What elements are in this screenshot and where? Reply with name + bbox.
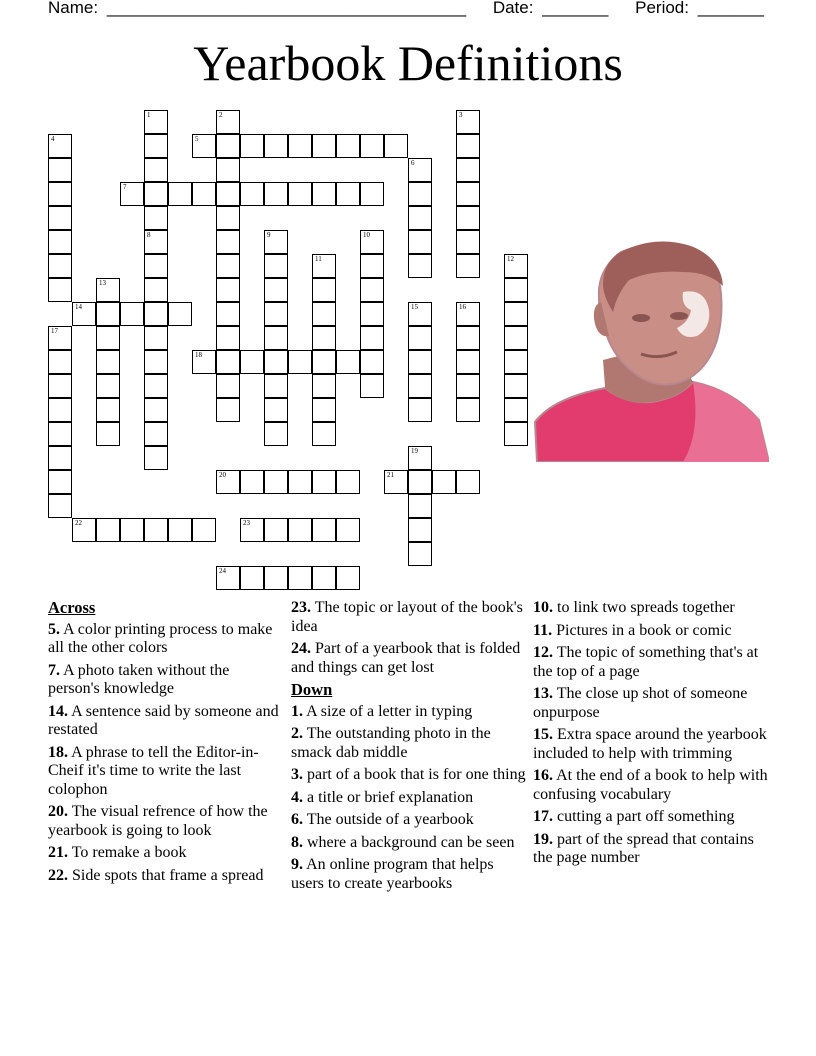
grid-cell[interactable]	[216, 302, 240, 326]
clue-item-text: part of the spread that contains the page number	[533, 830, 754, 866]
grid-cell[interactable]	[144, 134, 168, 158]
grid-cell[interactable]	[504, 254, 528, 278]
grid-cell[interactable]	[504, 422, 528, 446]
clue-item	[533, 831, 768, 868]
clue-item-text: At the end of a book to help with confusing vocabulary	[533, 767, 768, 803]
clue-item-number: 1.	[291, 702, 303, 720]
grid-cell[interactable]	[288, 566, 312, 590]
clue-number: 1	[147, 111, 151, 119]
grid-cell[interactable]	[408, 542, 432, 566]
clue-item-text: part of a book that is for one thing	[303, 766, 526, 783]
grid-cell[interactable]	[264, 518, 288, 542]
clue-item-number: 19.	[533, 830, 553, 848]
clue-item-number: 24.	[291, 640, 311, 657]
grid-cell[interactable]	[504, 398, 528, 422]
grid-cell[interactable]	[240, 470, 264, 494]
grid-cell[interactable]	[312, 326, 336, 350]
grid-cell[interactable]	[216, 230, 240, 254]
clue-item-number: 12.	[533, 644, 553, 661]
grid-cell[interactable]	[96, 374, 120, 398]
grid-cell[interactable]	[144, 350, 168, 374]
clue-number: 19	[411, 447, 418, 455]
grid-cell[interactable]	[216, 350, 240, 374]
clue-number: 18	[195, 351, 202, 359]
clue-item	[48, 703, 283, 740]
clue-item-text: The outstanding photo in the smack dab middle	[291, 725, 491, 761]
grid-cell[interactable]	[216, 398, 240, 422]
grid-cell[interactable]	[360, 302, 384, 326]
clue-number: 13	[99, 279, 106, 287]
grid-cell[interactable]	[336, 182, 360, 206]
clue-number: 16	[459, 303, 466, 311]
grid-cell[interactable]	[48, 446, 72, 470]
clue-item-text: To remake a book	[68, 844, 187, 861]
clue-item-text: Extra space around the yearbook included to help with trimming	[533, 726, 767, 762]
clue-item-number: 6.	[291, 811, 303, 828]
clue-item-number: 21.	[48, 844, 68, 861]
clue-item-number: 14.	[48, 702, 68, 720]
clue-item-number: 16.	[533, 767, 553, 784]
clue-item-text: The topic or layout of the book's idea	[291, 599, 523, 635]
grid-cell[interactable]	[360, 278, 384, 302]
grid-cell[interactable]	[360, 182, 384, 206]
grid-cell[interactable]	[144, 374, 168, 398]
clue-number: 15	[411, 303, 418, 311]
clue-number: 9	[267, 231, 271, 239]
grid-cell[interactable]	[96, 422, 120, 446]
grid-cell[interactable]	[312, 134, 336, 158]
grid-cell[interactable]	[456, 254, 480, 278]
grid-cell[interactable]	[312, 470, 336, 494]
grid-cell[interactable]	[168, 302, 192, 326]
grid-cell[interactable]	[48, 254, 72, 278]
grid-cell[interactable]	[144, 110, 168, 134]
grid-cell[interactable]	[120, 518, 144, 542]
clue-number: 23	[243, 519, 250, 527]
clue-number: 12	[507, 255, 514, 263]
grid-cell[interactable]	[408, 158, 432, 182]
grid-cell[interactable]	[408, 398, 432, 422]
grid-cell[interactable]	[48, 134, 72, 158]
grid-cell[interactable]	[144, 254, 168, 278]
clue-item-number: 10.	[533, 599, 553, 616]
grid-cell[interactable]	[504, 326, 528, 350]
grid-cell[interactable]	[240, 566, 264, 590]
grid-cell[interactable]	[144, 278, 168, 302]
grid-cell[interactable]	[48, 206, 72, 230]
clue-item-text: a title or brief explanation	[303, 788, 474, 806]
period-label: Period:	[635, 0, 689, 17]
grid-cell[interactable]	[504, 278, 528, 302]
grid-cell[interactable]	[240, 518, 264, 542]
clue-item-text: to link two spreads together	[553, 599, 735, 616]
grid-cell[interactable]	[336, 470, 360, 494]
grid-cell[interactable]	[312, 302, 336, 326]
grid-cell[interactable]	[312, 278, 336, 302]
grid-cell[interactable]	[384, 134, 408, 158]
grid-cell[interactable]	[312, 374, 336, 398]
grid-cell[interactable]	[216, 158, 240, 182]
date-label: Date:	[492, 0, 534, 17]
grid-cell[interactable]	[48, 230, 72, 254]
grid-cell[interactable]	[360, 374, 384, 398]
grid-cell[interactable]	[456, 374, 480, 398]
grid-cell[interactable]	[48, 350, 72, 374]
grid-cell[interactable]	[456, 326, 480, 350]
grid-cell[interactable]	[408, 470, 432, 494]
grid-cell[interactable]	[504, 302, 528, 326]
section-heading: Across	[48, 598, 96, 617]
grid-cell[interactable]	[408, 446, 432, 470]
clue-item-text: An online program that helps users to create yearbooks	[291, 856, 494, 892]
clue-item-number: 9.	[291, 856, 303, 873]
grid-cell[interactable]	[408, 326, 432, 350]
grid-cell[interactable]	[312, 254, 336, 278]
grid-cell[interactable]	[216, 110, 240, 134]
grid-cell[interactable]	[48, 278, 72, 302]
grid-cell[interactable]	[384, 470, 408, 494]
grid-cell[interactable]	[264, 422, 288, 446]
section-heading: Down	[291, 680, 333, 699]
clue-item-text: The topic of something that's at the top of a page	[533, 644, 759, 680]
clue-number: 8	[147, 231, 151, 239]
grid-cell[interactable]	[264, 326, 288, 350]
grid-cell[interactable]	[456, 134, 480, 158]
grid-cell[interactable]	[96, 326, 120, 350]
grid-cell[interactable]	[312, 398, 336, 422]
grid-cell[interactable]	[48, 494, 72, 518]
grid-cell[interactable]	[264, 254, 288, 278]
grid-cell[interactable]	[216, 134, 240, 158]
grid-cell[interactable]	[408, 254, 432, 278]
clue-item-text: Side spots that frame a spread	[68, 866, 264, 884]
clue-item-number: 7.	[48, 661, 60, 679]
grid-cell[interactable]	[312, 566, 336, 590]
clue-item-text: where a background can be seen	[303, 833, 515, 851]
grid-cell[interactable]	[408, 350, 432, 374]
grid-cell[interactable]	[264, 230, 288, 254]
portrait-eye-left	[632, 314, 650, 322]
clue-item	[291, 811, 526, 830]
grid-cell[interactable]	[288, 134, 312, 158]
grid-cell[interactable]	[264, 470, 288, 494]
clue-item	[533, 622, 768, 641]
grid-cell[interactable]	[144, 206, 168, 230]
grid-cell[interactable]	[336, 134, 360, 158]
clue-item	[533, 685, 768, 722]
clue-item	[48, 844, 283, 863]
clue-item-number: 20.	[48, 803, 68, 820]
grid-cell[interactable]	[504, 350, 528, 374]
grid-cell[interactable]	[72, 302, 96, 326]
clue-item	[533, 808, 768, 827]
clue-number: 4	[51, 135, 55, 143]
clue-item	[48, 621, 283, 658]
grid-cell[interactable]	[96, 518, 120, 542]
clue-item-text: A photo taken without the person's knowledge	[48, 661, 230, 697]
person-portrait-icon	[533, 236, 769, 462]
clue-number: 6	[411, 159, 415, 167]
grid-cell[interactable]	[240, 134, 264, 158]
grid-cell[interactable]	[216, 206, 240, 230]
clue-item	[48, 803, 283, 840]
grid-cell[interactable]	[144, 422, 168, 446]
grid-cell[interactable]	[408, 374, 432, 398]
clue-item	[533, 767, 768, 804]
clue-item-number: 22.	[48, 866, 68, 884]
clue-number: 21	[387, 471, 394, 479]
clue-number: 20	[219, 471, 226, 479]
grid-cell[interactable]	[456, 206, 480, 230]
grid-cell[interactable]	[336, 566, 360, 590]
grid-cell[interactable]	[456, 350, 480, 374]
grid-cell[interactable]	[144, 518, 168, 542]
clue-item-number: 2.	[291, 725, 303, 742]
grid-cell[interactable]	[312, 422, 336, 446]
grid-cell[interactable]	[336, 350, 360, 374]
grid-cell[interactable]	[264, 566, 288, 590]
grid-cell[interactable]	[216, 470, 240, 494]
clue-item-number: 23.	[291, 599, 311, 616]
grid-cell[interactable]	[456, 110, 480, 134]
grid-cell[interactable]	[48, 470, 72, 494]
grid-cell[interactable]	[192, 182, 216, 206]
clue-item-text: Part of a yearbook that is folded and things can get lost	[291, 640, 521, 676]
grid-cell[interactable]	[48, 182, 72, 206]
grid-cell[interactable]	[192, 518, 216, 542]
clue-item	[291, 834, 526, 853]
grid-cell[interactable]	[312, 350, 336, 374]
grid-cell[interactable]	[144, 158, 168, 182]
clue-item-number: 3.	[291, 766, 303, 783]
grid-cell[interactable]	[216, 254, 240, 278]
grid-cell[interactable]	[264, 182, 288, 206]
grid-cell[interactable]	[144, 230, 168, 254]
clue-item	[291, 725, 526, 762]
grid-cell[interactable]	[216, 566, 240, 590]
clue-item	[291, 640, 526, 677]
grid-cell[interactable]	[360, 350, 384, 374]
name-label: Name:	[48, 0, 99, 17]
grid-cell[interactable]	[72, 518, 96, 542]
grid-cell[interactable]	[360, 326, 384, 350]
clue-number: 17	[51, 327, 58, 335]
clue-column-2	[291, 599, 526, 897]
clue-number: 24	[219, 567, 226, 575]
grid-cell[interactable]	[408, 182, 432, 206]
grid-cell[interactable]	[144, 302, 168, 326]
clue-item	[291, 766, 526, 785]
clue-item	[291, 703, 526, 722]
grid-cell[interactable]	[456, 158, 480, 182]
clue-number: 22	[75, 519, 82, 527]
page-title: Yearbook Definitions	[193, 35, 623, 91]
clue-number: 11	[315, 255, 322, 263]
grid-cell[interactable]	[336, 518, 360, 542]
clue-item-text: A sentence said by someone and restated	[48, 702, 279, 738]
clue-number: 14	[75, 303, 82, 311]
grid-cell[interactable]	[264, 278, 288, 302]
clue-item	[533, 726, 768, 763]
grid-cell[interactable]	[360, 230, 384, 254]
clue-item-number: 8.	[291, 833, 303, 851]
grid-cell[interactable]	[408, 518, 432, 542]
grid-cell[interactable]	[48, 326, 72, 350]
grid-cell[interactable]	[216, 182, 240, 206]
clue-item-text: The close up shot of someone onpurpose	[533, 685, 748, 721]
grid-cell[interactable]	[456, 470, 480, 494]
clue-number: 2	[219, 111, 223, 119]
grid-cell[interactable]	[48, 158, 72, 182]
grid-cell[interactable]	[240, 182, 264, 206]
portrait-eye-right	[670, 312, 688, 320]
grid-cell[interactable]	[144, 182, 168, 206]
grid-cell[interactable]	[96, 350, 120, 374]
grid-cell[interactable]	[168, 518, 192, 542]
clue-item-text: A size of a letter in typing	[303, 702, 473, 720]
grid-cell[interactable]	[144, 398, 168, 422]
grid-cell[interactable]	[48, 374, 72, 398]
grid-cell[interactable]	[264, 398, 288, 422]
grid-cell[interactable]	[264, 302, 288, 326]
clue-item	[533, 644, 768, 681]
clue-number: 5	[195, 135, 199, 143]
clue-item	[291, 789, 526, 808]
clue-item-text: The outside of a yearbook	[303, 811, 474, 828]
grid-cell[interactable]	[264, 350, 288, 374]
grid-cell[interactable]	[216, 278, 240, 302]
grid-cell[interactable]	[456, 302, 480, 326]
clue-item-number: 15.	[533, 726, 553, 743]
grid-cell[interactable]	[264, 374, 288, 398]
grid-cell[interactable]	[408, 302, 432, 326]
grid-cell[interactable]	[408, 206, 432, 230]
grid-cell[interactable]	[360, 254, 384, 278]
grid-cell[interactable]	[360, 134, 384, 158]
grid-cell[interactable]	[240, 350, 264, 374]
grid-cell[interactable]	[96, 398, 120, 422]
clue-item-text: A color printing process to make all the other colors	[48, 620, 273, 656]
clue-item	[533, 599, 768, 618]
grid-cell[interactable]	[408, 230, 432, 254]
grid-cell[interactable]	[504, 374, 528, 398]
grid-cell[interactable]	[48, 398, 72, 422]
grid-cell[interactable]	[192, 134, 216, 158]
clue-item-text: The visual refrence of how the yearbook is going to look	[48, 803, 268, 839]
grid-cell[interactable]	[288, 182, 312, 206]
clue-item	[48, 662, 283, 699]
period-blank: _______	[697, 0, 764, 17]
clue-item	[291, 599, 526, 636]
clue-item-number: 17.	[533, 808, 553, 825]
grid-cell[interactable]	[144, 326, 168, 350]
grid-cell[interactable]	[432, 470, 456, 494]
grid-cell[interactable]	[216, 326, 240, 350]
grid-cell[interactable]	[48, 422, 72, 446]
clue-item-text: Pictures in a book or comic	[552, 621, 732, 639]
grid-cell[interactable]	[120, 182, 144, 206]
clue-item-text: A phrase to tell the Editor-in-Cheif it's time to write the last colophon	[48, 743, 259, 798]
grid-cell[interactable]	[288, 470, 312, 494]
clue-item	[48, 744, 283, 800]
date-blank: _______	[542, 0, 609, 17]
clue-number: 7	[123, 183, 127, 191]
grid-cell[interactable]	[288, 518, 312, 542]
clue-item-number: 11.	[533, 621, 553, 639]
clue-column-1	[48, 599, 283, 889]
clue-item-number: 13.	[533, 685, 553, 702]
portrait-shirt-shade	[683, 382, 769, 462]
clue-item-text: cutting a part off something	[553, 808, 735, 825]
clue-item-number: 4.	[291, 788, 303, 806]
clue-item	[48, 867, 283, 886]
clue-number: 3	[459, 111, 463, 119]
clue-item-number: 5.	[48, 620, 60, 638]
clue-column-3	[533, 599, 768, 872]
grid-cell[interactable]	[96, 302, 120, 326]
grid-cell[interactable]	[288, 350, 312, 374]
grid-cell[interactable]	[120, 302, 144, 326]
grid-cell[interactable]	[312, 182, 336, 206]
grid-cell[interactable]	[408, 494, 432, 518]
grid-cell[interactable]	[96, 278, 120, 302]
grid-cell[interactable]	[168, 182, 192, 206]
clue-item	[291, 856, 526, 893]
grid-cell[interactable]	[312, 518, 336, 542]
grid-cell[interactable]	[216, 374, 240, 398]
grid-cell[interactable]	[264, 134, 288, 158]
clue-item-number: 18.	[48, 743, 68, 761]
grid-cell[interactable]	[456, 230, 480, 254]
grid-cell[interactable]	[456, 398, 480, 422]
clue-number: 10	[363, 231, 370, 239]
grid-cell[interactable]	[144, 446, 168, 470]
name-blank: ______________________________________	[106, 0, 467, 17]
grid-cell[interactable]	[456, 182, 480, 206]
grid-cell[interactable]	[192, 350, 216, 374]
